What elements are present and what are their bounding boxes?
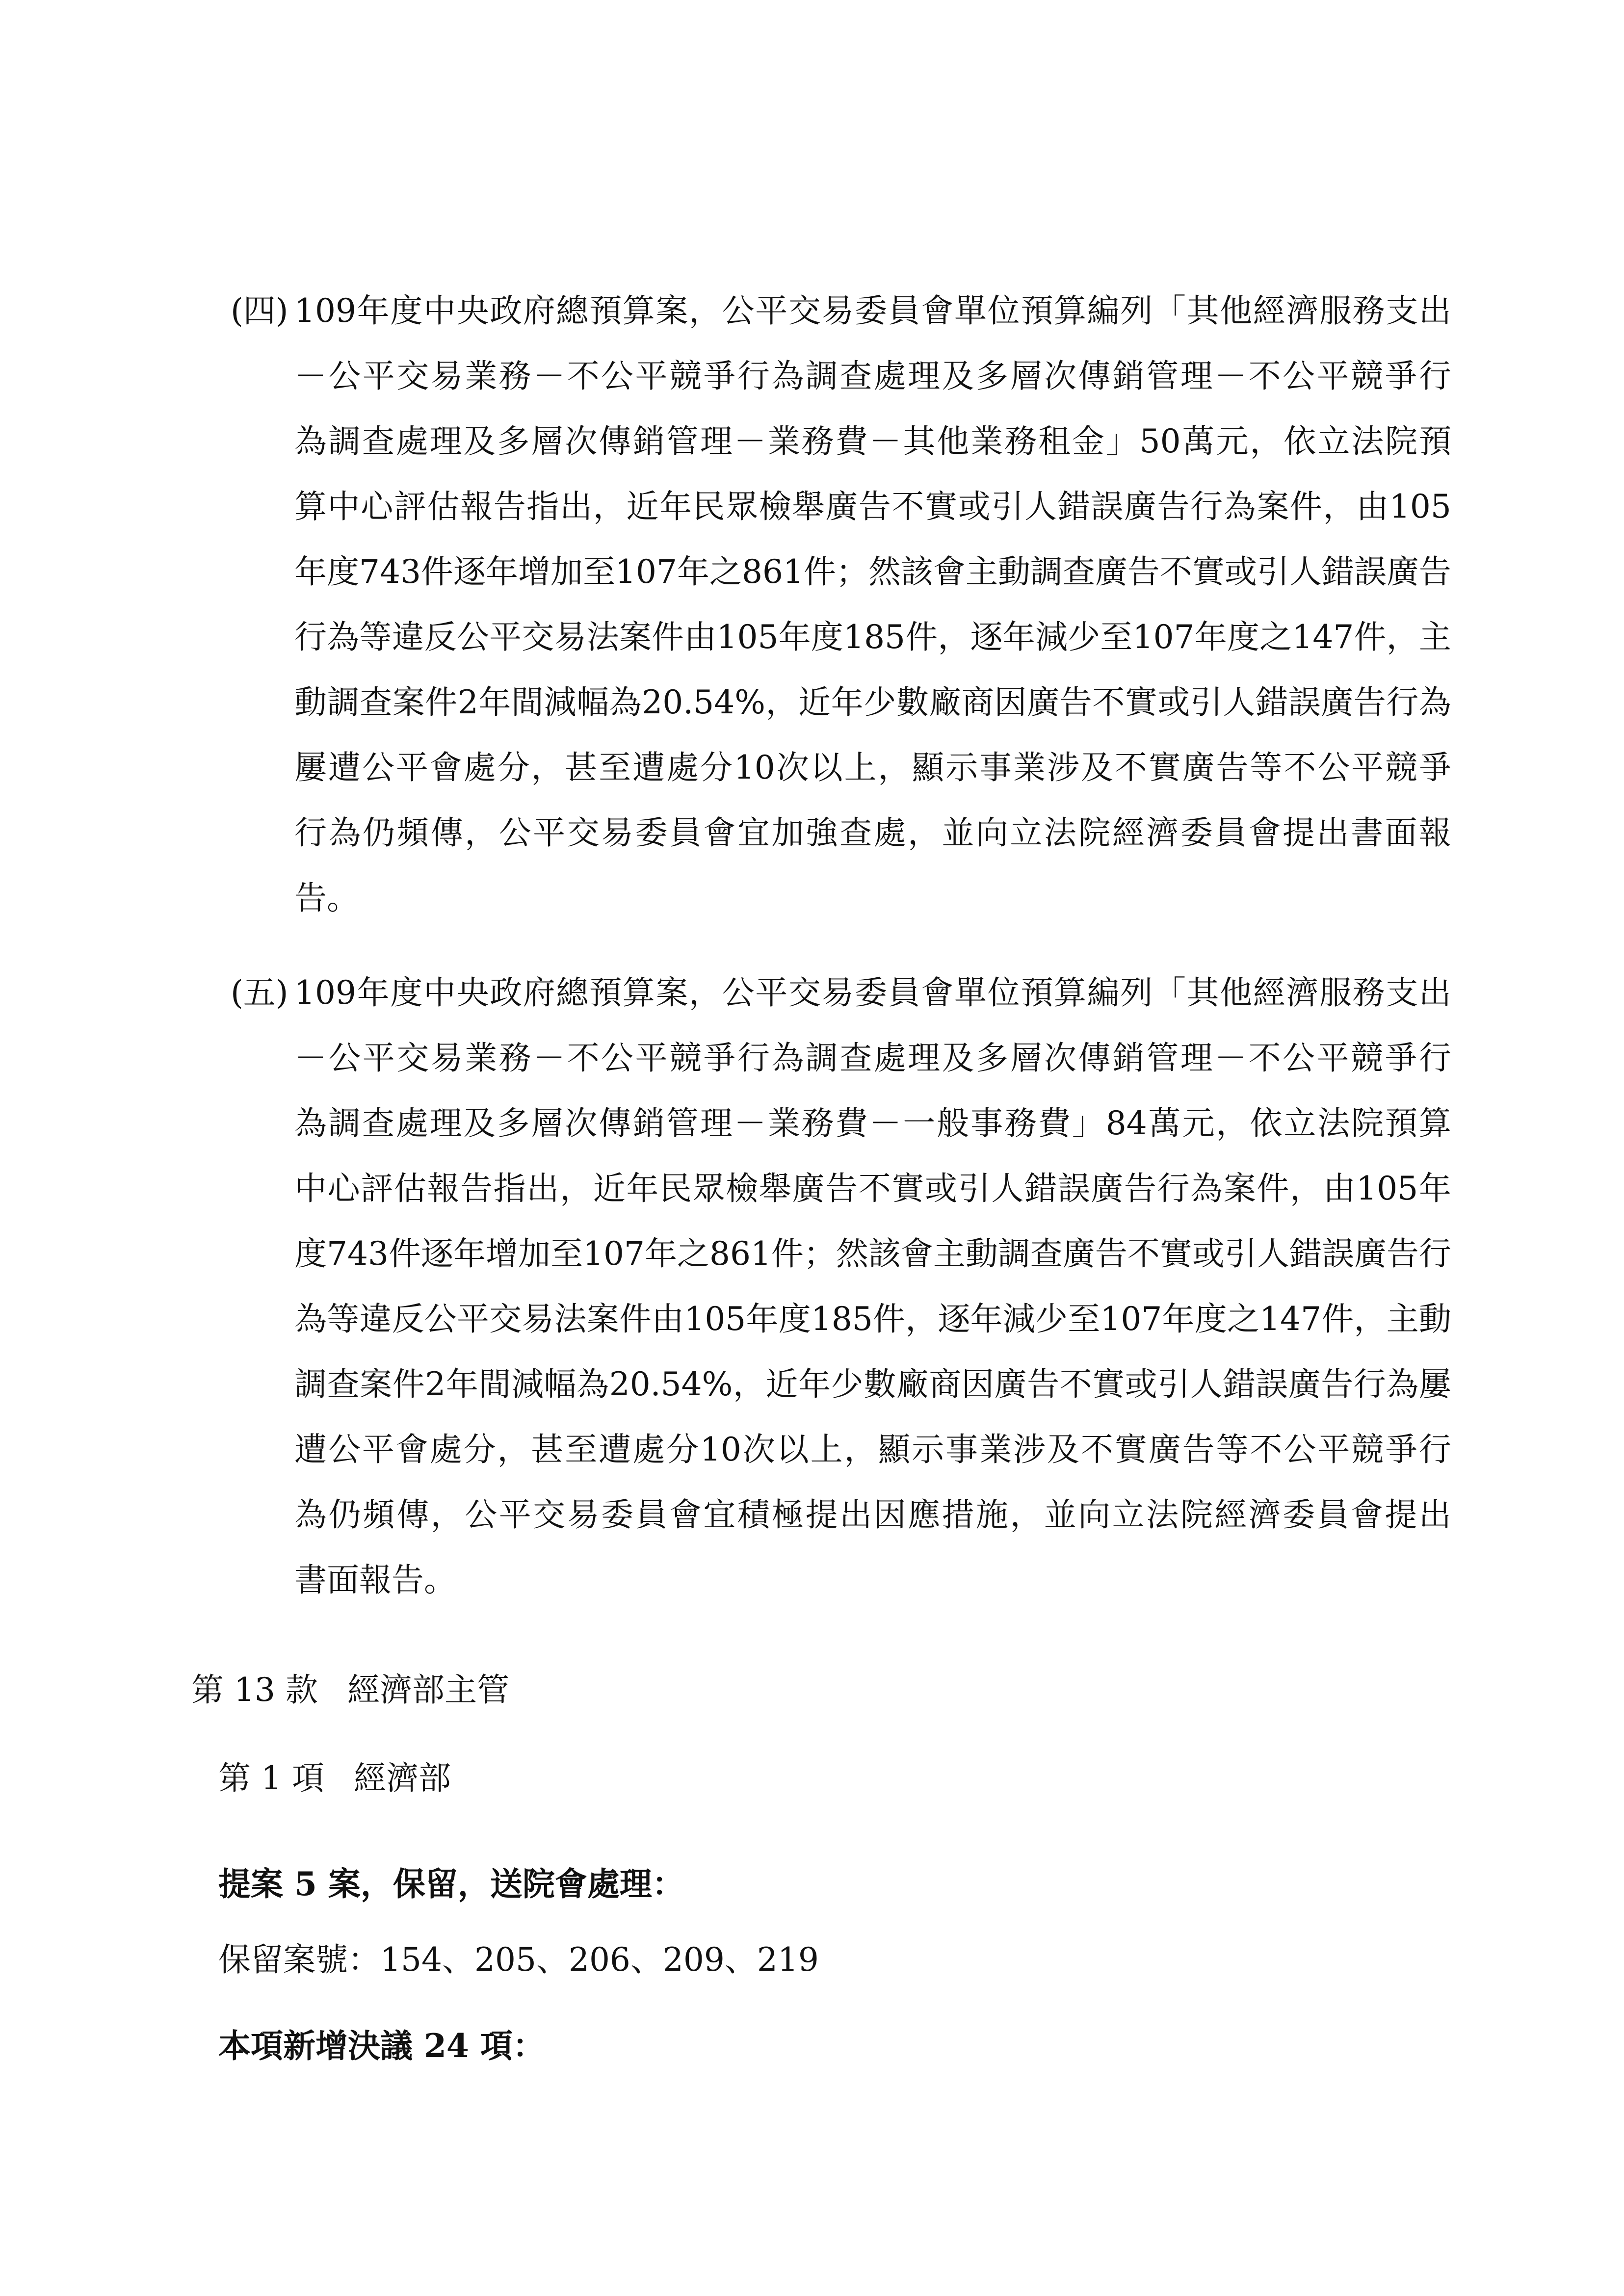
section-heading-kuan <box>191 1666 509 1715</box>
text-line: 屢遭公平會處分，甚至遭處分10次以上，顯示事業涉及不實廣告等不公平競爭 <box>294 749 1451 786</box>
xiang-number: 第 1 項 <box>218 1759 324 1797</box>
xiang-title: 經濟部 <box>353 1759 451 1797</box>
item-body <box>294 278 1451 931</box>
text-line: 為仍頻傳，公平交易委員會宜積極提出因應措施，並向立法院經濟委員會提出 <box>294 1496 1451 1534</box>
text-line: 遭公平會處分，甚至遭處分10次以上，顯示事業涉及不實廣告等不公平競爭行 <box>294 1431 1451 1468</box>
kuan-number: 第 13 款 <box>191 1671 318 1709</box>
proposal-heading: 提案 5 案，保留，送院會處理： <box>218 1865 684 1903</box>
resolution-item-4 <box>231 278 1451 931</box>
reserved-case-numbers: 保留案號：154、205、206、209、219 <box>218 1941 819 1979</box>
text-line: 行為等違反公平交易法案件由105年度185件，逐年減少至107年度之147件，主 <box>294 618 1451 656</box>
item-body <box>294 960 1451 1613</box>
text-line: 109年度中央政府總預算案，公平交易委員會單位預算編列「其他經濟服務支出 <box>294 292 1451 330</box>
text-line: 為等違反公平交易法案件由105年度185件，逐年減少至107年度之147件，主動 <box>294 1300 1451 1338</box>
section-heading-xiang <box>218 1754 451 1803</box>
text-line: 行為仍頻傳，公平交易委員會宜加強查處，並向立法院經濟委員會提出書面報 <box>294 814 1451 852</box>
text-line: 度743件逐年增加至107年之861件；然該會主動調查廣告不實或引人錯誤廣告行 <box>294 1235 1451 1273</box>
text-line: －公平交易業務－不公平競爭行為調查處理及多層次傳銷管理－不公平競爭行 <box>294 1039 1451 1077</box>
text-line: 為調查處理及多層次傳銷管理－業務費－一般事務費」84萬元，依立法院預算 <box>294 1104 1451 1142</box>
text-line: 告。 <box>294 879 359 917</box>
text-line: 調查案件2年間減幅為20.54%，近年少數廠商因廣告不實或引人錯誤廣告行為屢 <box>294 1365 1451 1403</box>
resolution-item-5 <box>231 960 1451 1613</box>
item-label: (四) <box>231 292 288 330</box>
text-line: 中心評估報告指出，近年民眾檢舉廣告不實或引人錯誤廣告行為案件，由105年 <box>294 1170 1451 1207</box>
kuan-title: 經濟部主管 <box>347 1671 509 1709</box>
text-line: 算中心評估報告指出，近年民眾檢舉廣告不實或引人錯誤廣告行為案件，由105 <box>294 488 1451 525</box>
text-line: 書面報告。 <box>294 1561 456 1599</box>
new-resolutions-heading: 本項新增決議 24 項： <box>218 2027 545 2065</box>
text-line: 為調查處理及多層次傳銷管理－業務費－其他業務租金」50萬元，依立法院預 <box>294 422 1451 460</box>
text-line: －公平交易業務－不公平競爭行為調查處理及多層次傳銷管理－不公平競爭行 <box>294 357 1451 395</box>
text-line: 動調查案件2年間減幅為20.54%，近年少數廠商因廣告不實或引人錯誤廣告行為 <box>294 683 1451 721</box>
text-line: 109年度中央政府總預算案，公平交易委員會單位預算編列「其他經濟服務支出 <box>294 974 1451 1012</box>
item-label: (五) <box>231 974 288 1012</box>
text-line: 年度743件逐年增加至107年之861件；然該會主動調查廣告不實或引人錯誤廣告 <box>294 553 1451 591</box>
